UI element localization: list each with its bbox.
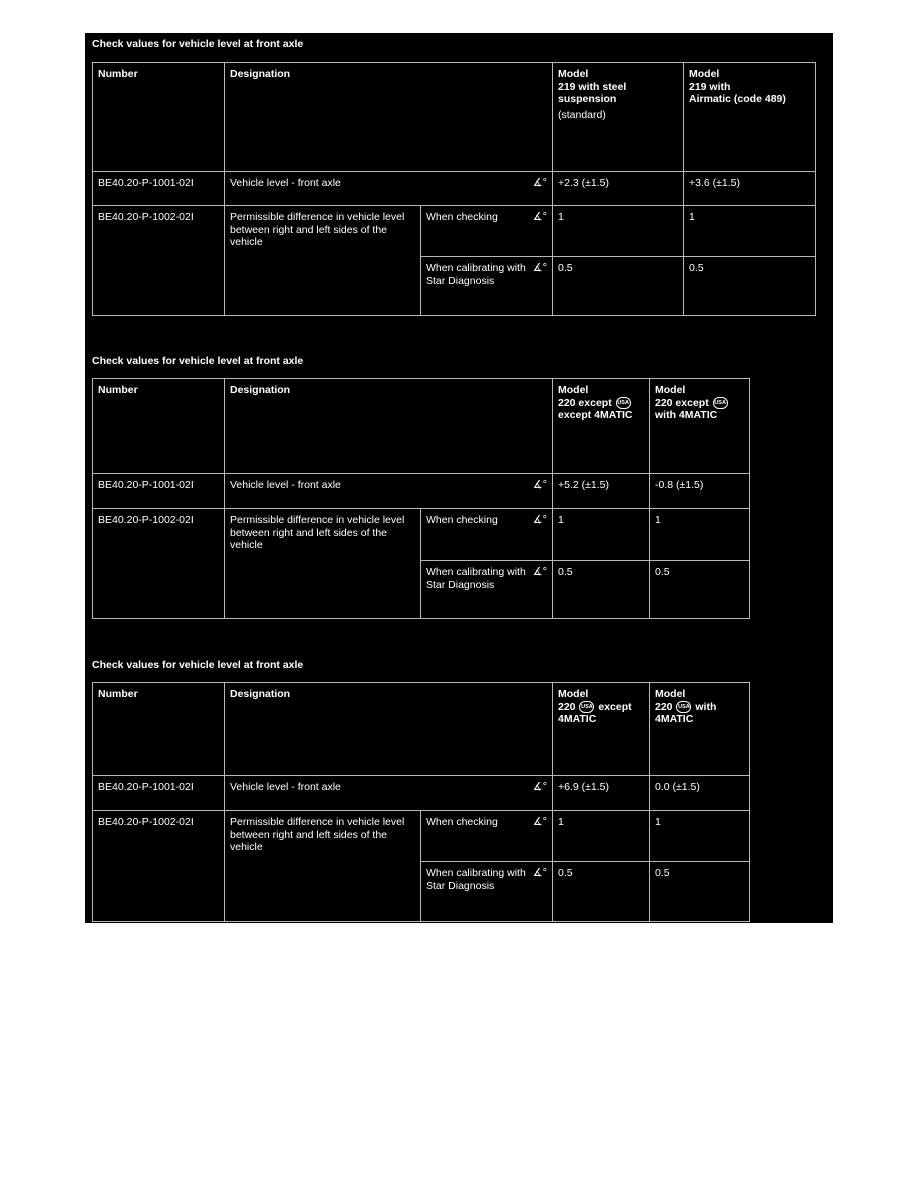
angle-degree-icon: ∡° [532,816,547,828]
cell-model-b: 0.5 [684,257,816,316]
cell-model-a: 0.5 [553,257,684,316]
header-designation: Designation [225,63,553,172]
section-title: Check values for vehicle level at front axle [92,38,304,50]
cell-designation: Permissible difference in vehicle level between right and left sides of the vehicle [225,811,421,922]
header-model-b: Model 220 except USA with 4MATIC [650,379,750,474]
header-number: Number [93,683,225,776]
section-title: Check values for vehicle level at front axle [92,355,304,367]
cell-number: BE40.20-P-1002-02I [93,206,225,316]
table-header-row [93,683,750,776]
usa-icon: USA [713,397,728,409]
cell-model-b: 1 [650,811,750,862]
cell-model-b: -0.8 (±1.5) [650,474,750,509]
section-title: Check values for vehicle level at front axle [92,659,304,671]
angle-degree-icon: ∡° [532,262,547,274]
cell-designation: Vehicle level - front axle ∡° [225,474,553,509]
cell-condition: When calibrating with Star Diagnosis ∡° [421,862,553,922]
cell-model-a: 1 [553,509,650,561]
cell-condition: When calibrating with Star Diagnosis ∡° [421,561,553,619]
cell-number: BE40.20-P-1001-02I [93,776,225,811]
cell-designation: Vehicle level - front axle ∡° [225,172,553,206]
cell-model-a: 1 [553,811,650,862]
cell-model-a: +5.2 (±1.5) [553,474,650,509]
cell-designation: Vehicle level - front axle ∡° [225,776,553,811]
table-header-row [93,63,816,172]
header-number: Number [93,63,225,172]
angle-degree-icon: ∡° [532,479,547,491]
angle-degree-icon: ∡° [532,867,547,879]
cell-model-a: +6.9 (±1.5) [553,776,650,811]
angle-degree-icon: ∡° [532,211,547,223]
cell-number: BE40.20-P-1001-02I [93,172,225,206]
table-row [93,776,750,811]
usa-icon: USA [579,701,594,713]
cell-model-b: 0.5 [650,561,750,619]
check-values-table [92,378,750,619]
header-model-a: Model 220 except USA except 4MATIC [553,379,650,474]
header-model-a: Model 219 with steel suspension (standard) [553,63,684,172]
table-header-row [93,379,750,474]
table-row [93,811,750,862]
header-model-a: Model 220 USA except 4MATIC [553,683,650,776]
table-row [93,206,816,257]
cell-model-b: 1 [684,206,816,257]
header-model-b: Model 220 USA with 4MATIC [650,683,750,776]
table-row [93,509,750,561]
document-panel [85,33,833,923]
angle-degree-icon: ∡° [532,514,547,526]
cell-condition: When checking ∡° [421,206,553,257]
angle-degree-icon: ∡° [532,566,547,578]
cell-condition: When checking ∡° [421,509,553,561]
header-designation: Designation [225,683,553,776]
check-values-table [92,62,816,316]
usa-icon: USA [676,701,691,713]
cell-condition: When checking ∡° [421,811,553,862]
cell-model-b: 1 [650,509,750,561]
cell-model-b: +3.6 (±1.5) [684,172,816,206]
angle-degree-icon: ∡° [532,177,547,189]
cell-condition: When calibrating with Star Diagnosis ∡° [421,257,553,316]
header-model-b: Model 219 with Airmatic (code 489) [684,63,816,172]
header-designation: Designation [225,379,553,474]
cell-model-a: 0.5 [553,561,650,619]
check-values-table [92,682,750,922]
cell-number: BE40.20-P-1002-02I [93,509,225,619]
cell-model-a: +2.3 (±1.5) [553,172,684,206]
header-number: Number [93,379,225,474]
cell-model-b: 0.0 (±1.5) [650,776,750,811]
cell-model-b: 0.5 [650,862,750,922]
table-row [93,474,750,509]
cell-model-a: 1 [553,206,684,257]
cell-designation: Permissible difference in vehicle level between right and left sides of the vehicle [225,509,421,619]
table-row [93,172,816,206]
cell-number: BE40.20-P-1002-02I [93,811,225,922]
cell-number: BE40.20-P-1001-02I [93,474,225,509]
angle-degree-icon: ∡° [532,781,547,793]
usa-icon: USA [616,397,631,409]
cell-designation: Permissible difference in vehicle level between right and left sides of the vehicle [225,206,421,316]
cell-model-a: 0.5 [553,862,650,922]
